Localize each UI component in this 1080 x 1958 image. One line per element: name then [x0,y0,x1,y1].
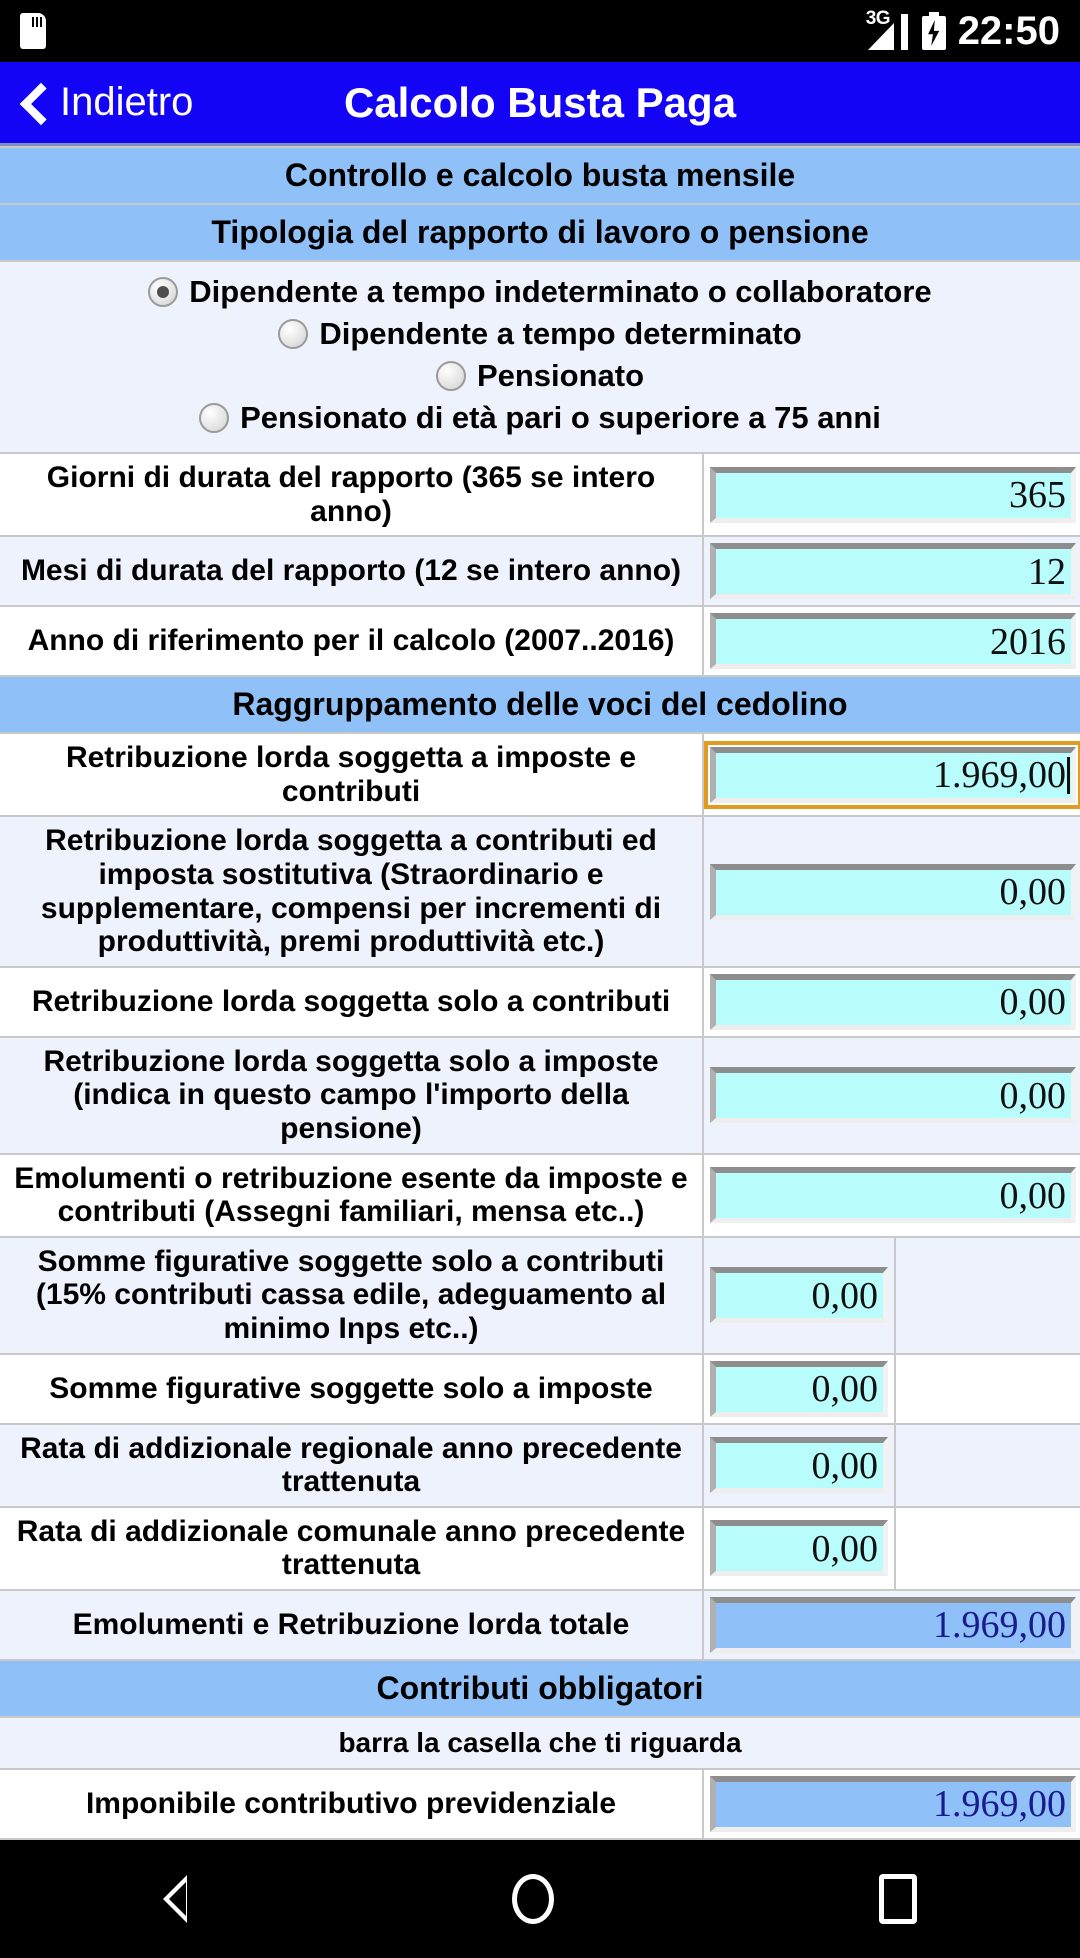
table-row [0,1508,1080,1591]
signal-bars-icon [865,8,910,50]
rata-addizionale-regionale-input[interactable]: 0,00 [710,1437,888,1493]
field-label: Somme figurative soggette solo a contributi (15% contributi cassa edile, adeguamento al minimo Inps etc..) [35,1244,667,1345]
field-cell [702,1591,1080,1659]
network-type-label: 3G [865,8,891,29]
field-cell [702,1425,894,1506]
table-row [0,817,1080,967]
sd-card-icon [20,13,46,49]
status-bar-right [866,9,1060,54]
table-row [0,537,1080,607]
table-row [0,1155,1080,1238]
field-label: Imponibile contributivo previdenziale [85,1787,617,1821]
field-cell [702,454,1080,535]
radio-option-pensionato[interactable] [0,355,1080,397]
radio-option-dipendente-indeterminato[interactable] [0,271,1080,313]
somme-figurative-contributi-input[interactable]: 0,00 [710,1267,888,1323]
field-cell [702,817,1080,965]
emolumenti-retribuzione-totale-value: 1.969,00 [710,1597,1076,1653]
status-bar-clock: 22:50 [957,8,1060,53]
field-label: Rata di addizionale regionale anno precedente trattenuta [20,1431,682,1499]
retribuzione-lorda-imposte-contributi-input[interactable]: 1.969,00 [710,747,1076,803]
tipologia-radio-group [0,262,1080,454]
giorni-durata-input[interactable]: 365 [710,467,1076,523]
back-button[interactable] [0,80,193,125]
field-label: Retribuzione lorda soggetta a contributi ed imposta sostitutiva (Straordinario e supplementare, compensi per incrementi di produttività, premi produttività etc.) [40,824,662,959]
radio-button-icon[interactable] [436,361,466,391]
table-row [0,1591,1080,1661]
empty-cell [894,1238,1080,1353]
table-row [0,454,1080,537]
table-row [0,734,1080,817]
field-label: Retribuzione lorda soggetta a imposte e contributi [65,741,637,808]
field-label: Rata di addizionale comunale anno precedente trattenuta [16,1514,686,1582]
table-row [0,1238,1080,1355]
radio-label: Pensionato di età pari o superiore a 75 anni [240,400,881,435]
field-label: Giorni di durata del rapporto (365 se intero anno) [46,461,656,528]
nav-recents-square-icon[interactable] [879,1874,917,1924]
field-label: Mesi di durata del rapporto (12 se intero anno) [20,554,682,588]
status-bar [0,0,1080,62]
section-header-tipologia: Tipologia del rapporto di lavoro o pensione [0,205,1080,262]
anno-riferimento-input[interactable]: 2016 [710,613,1076,669]
status-bar-left [20,13,46,49]
chevron-left-icon [22,84,44,122]
field-cell [702,734,1080,815]
section-header-contributi: Contributi obbligatori [0,1661,1080,1718]
table-row [0,1425,1080,1508]
table-row [0,1770,1080,1840]
radio-label: Dipendente a tempo indeterminato o collaboratore [189,274,932,309]
radio-label: Pensionato [476,358,645,393]
field-label: Anno di riferimento per il calcolo (2007..2016) [27,624,675,658]
field-cell [702,1155,1080,1236]
radio-button-icon[interactable] [148,277,178,307]
radio-option-pensionato-75[interactable] [0,397,1080,439]
empty-cell [894,1508,1080,1589]
radio-option-dipendente-determinato[interactable] [0,313,1080,355]
retribuzione-lorda-imposta-sostitutiva-input[interactable]: 0,00 [710,864,1076,920]
field-cell [702,607,1080,675]
retribuzione-lorda-solo-contributi-input[interactable]: 0,00 [710,974,1076,1030]
battery-charging-icon [922,12,946,50]
radio-label: Dipendente a tempo determinato [319,316,802,351]
calculation-form [0,146,1080,1840]
field-cell [702,1038,1080,1153]
rata-addizionale-comunale-input[interactable]: 0,00 [710,1520,888,1576]
retribuzione-lorda-solo-imposte-input[interactable]: 0,00 [710,1067,1076,1123]
table-row [0,1355,1080,1425]
field-label: Retribuzione lorda soggetta solo a contributi [31,984,671,1018]
radio-button-icon[interactable] [278,319,308,349]
imponibile-contributivo-value: 1.969,00 [710,1776,1076,1832]
back-button-label: Indietro [60,80,194,124]
emolumenti-esenti-input[interactable]: 0,00 [710,1167,1076,1223]
mesi-durata-input[interactable]: 12 [710,543,1076,599]
field-cell [702,968,1080,1036]
field-cell [702,1238,894,1353]
field-cell [702,1770,1080,1838]
field-label: Somme figurative soggette solo a imposte [49,1371,653,1405]
nav-back-triangle-icon[interactable] [163,1875,187,1923]
table-row [0,1038,1080,1155]
empty-cell [894,1425,1080,1506]
field-label: Emolumenti o retribuzione esente da imposte e contributi (Assegni familiari, mensa etc..) [14,1161,688,1229]
table-row [0,607,1080,677]
field-cell [702,537,1080,605]
section-header-controllo: Controllo e calcolo busta mensile [0,148,1080,205]
page-title: Calcolo Busta Paga [343,78,737,126]
radio-button-icon[interactable] [199,403,229,433]
contributi-note: barra la casella che ti riguarda [0,1718,1080,1770]
nav-home-circle-icon[interactable] [512,1874,554,1924]
field-label: Emolumenti e Retribuzione lorda totale [72,1608,630,1642]
field-cell [702,1355,894,1423]
empty-cell [894,1355,1080,1423]
field-label: Retribuzione lorda soggetta solo a imposte (indica in questo campo l'importo della pensione) [43,1044,659,1145]
android-nav-bar [0,1840,1080,1958]
app-title-bar [0,62,1080,146]
section-header-raggruppamento: Raggruppamento delle voci del cedolino [0,677,1080,734]
table-row [0,968,1080,1038]
somme-figurative-imposte-input[interactable]: 0,00 [710,1361,888,1417]
field-cell [702,1508,894,1589]
